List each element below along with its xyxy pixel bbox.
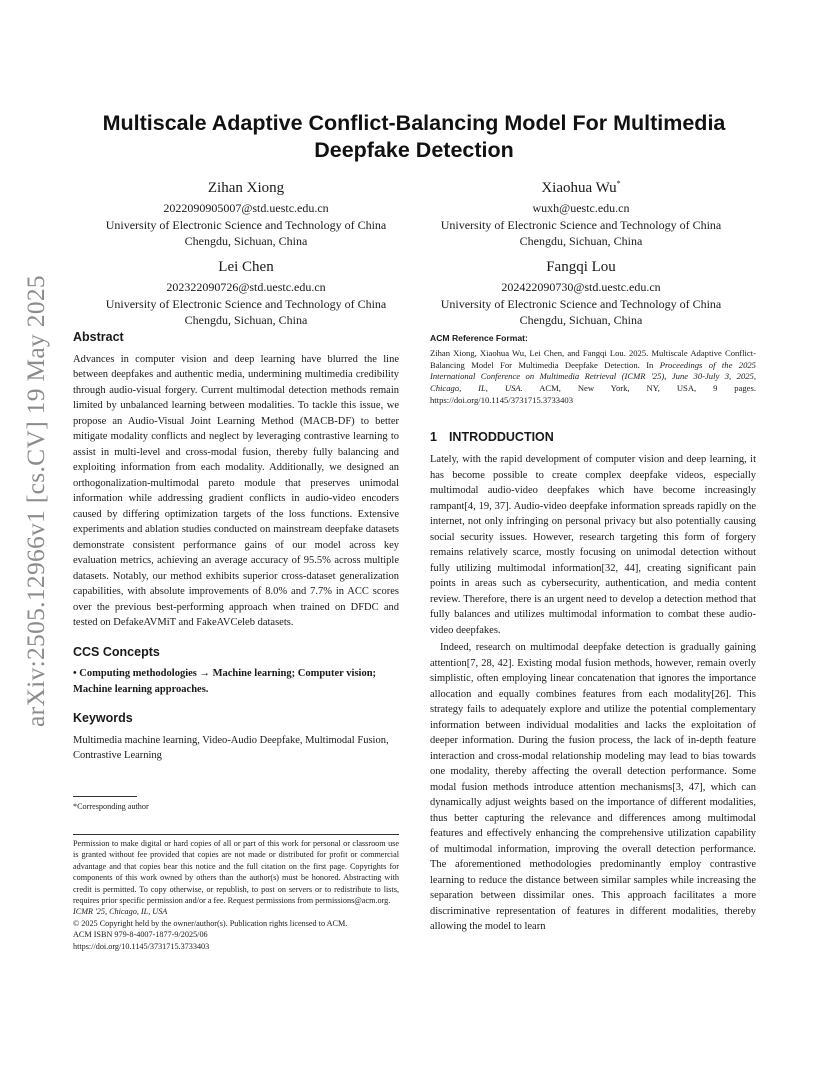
author-email[interactable]: wuxh@uestc.edu.cn	[532, 201, 630, 215]
right-column	[430, 333, 756, 935]
permission-rule	[73, 834, 399, 835]
footnote-rule	[73, 796, 137, 797]
keywords-text: Multimedia machine learning, Video-Audio Deepfake, Multimodal Fusion, Contrastive Learning	[73, 734, 389, 761]
intro-paragraph-2: Indeed, research on multimodal deepfake detection is gradually gaining attention[7, 28, 42]. Existing modal fusion methods, however, remain overly simplistic, often employing linear concatenation that ignores the importance allocation and equally combines features from each modality[26]. This strategy fails to adequately explore and utilize the potential complementary information between individual modalities and lacks the exploitation of deeper information. During the fusion process, the lack of in-depth feature interaction and cross-modal relationship modeling may lead to bias towards one modality, thereby affecting the overall detection performance. Some modal fusion methods introduce attention mechanisms[3, 47], which can dynamically adjust weights based on the importance of different modalities, thus better capturing the relevance and differences among multimodal features and effectively enhancing the comprehensive utilization capability of multimodal information, improving the overall detection performance. The aforementioned methodologies predominantly employ contrastive learning to reduce the distance between similar samples while increasing the separation between dissimilar ones. This approach facilitates a more discriminative representation of features in different modalities, thereby allowing the model to learn	[430, 642, 756, 933]
acm-reference-authors: Zihan Xiong, Xiaohua Wu, Lei Chen, and Fangqi Lou. 2025. Multiscale Adaptive Conflict-Balancing Model For Multimedia Deepfake Detection. In	[430, 347, 756, 370]
acm-reference-heading: ACM Reference Format:	[430, 333, 528, 343]
author-location: Chengdu, Sichuan, China	[184, 234, 308, 249]
author-affiliation: University of Electronic Science and Technology of China	[440, 296, 722, 311]
author-name: Lei Chen	[218, 259, 274, 275]
author-location: Chengdu, Sichuan, China	[184, 313, 308, 328]
author-email[interactable]: 202322090726@std.uestc.edu.cn	[166, 280, 326, 294]
author-name: Xiaohua Wu*	[541, 179, 621, 196]
isbn-line: ACM ISBN 979-8-4007-1877-9/2025/06	[73, 930, 208, 940]
copyright-line: © 2025 Copyright held by the owner/author(s). Publication rights licensed to ACM.	[73, 918, 348, 928]
corresponding-author-footnote: *Corresponding author	[73, 802, 149, 811]
left-column	[73, 330, 399, 764]
abstract-heading: Abstract	[73, 330, 124, 344]
author-location: Chengdu, Sichuan, China	[519, 234, 643, 249]
intro-section-number: 1	[430, 429, 437, 444]
acm-reference-proceedings: Proceedings of the 2025 International Conference on Multimedia Retrieval (ICMR '25), June 30-July 3, 2025, Chicago, IL, USA.	[430, 359, 756, 394]
ccs-text: • Computing methodologies → Machine learning; Computer vision; Machine learning approaches.	[73, 668, 377, 695]
arxiv-identifier-stamp	[16, 275, 56, 727]
intro-heading	[430, 430, 756, 447]
acm-reference-tail: ACM, New York, NY, USA, 9 pages. https://doi.org/10.1145/3731715.3733403	[430, 383, 756, 405]
author-block-2	[411, 175, 751, 250]
author-block-4	[411, 254, 751, 329]
author-name: Zihan Xiong	[207, 180, 285, 196]
author-location: Chengdu, Sichuan, China	[519, 313, 643, 328]
intro-paragraph-1: Lately, with the rapid development of computer vision and deep learning, it has become possible to create complex deepfake videos, especially multimodal audio-video deepfakes which have become increasingly rampant[4, 19, 37]. Audio-video deepfake information spreads rapidly on the internet, not only infringing on personal privacy but also potentially causing social security issues. However, research targeting this form of forgery remains relatively scarce, mostly focusing on unimodal detection without fully utilizing multimodal information[32, 44], creating significant pain points in areas such as cybersecurity, authentication, and media content review. Therefore, there is an urgent need to develop a detection method that fully balances and utilizes multimodal information to combat these audio-video deepfakes.	[430, 454, 756, 636]
author-block-1	[76, 175, 416, 250]
author-block-3	[76, 254, 416, 329]
permission-block	[73, 838, 399, 952]
author-email[interactable]: 2022090905007@std.uestc.edu.cn	[163, 201, 329, 215]
author-name: Fangqi Lou	[546, 259, 616, 275]
venue-line: ICMR '25, Chicago, IL, USA	[73, 907, 168, 917]
permission-text: Permission to make digital or hard copies of all or part of this work for personal or classroom use is granted without fee provided that copies are not made or distributed for profit or commercial advantage and that copies bear this notice and the full citation on the first page. Copyrights for components of this work owned by others than the author(s) must be honored. Abstracting with credit is permitted. To copy otherwise, or republish, to post on servers or to redistribute to lists, requires prior specific permission and/or a fee. Request permissions from permissions@acm.org.	[73, 839, 399, 906]
author-affiliation: University of Electronic Science and Technology of China	[440, 217, 722, 232]
doi-link[interactable]: https://doi.org/10.1145/3731715.3733403	[73, 941, 210, 951]
keywords-heading: Keywords	[73, 711, 133, 725]
intro-section-title: INTRODDUCTION	[448, 429, 554, 444]
acm-reference-block	[430, 333, 756, 407]
arxiv-identifier-text: arXiv:2505.12966v1 [cs.CV] 19 May 2025	[21, 275, 50, 727]
paper-title: Multiscale Adaptive Conflict-Balancing Model For Multimedia Deepfake Detection	[102, 111, 726, 162]
abstract-text: Advances in computer vision and deep learning have blurred the line between deepfakes and authentic media, undermining multimedia credibility through audio-visual forgery. Current multimodal detection methods remain limited by unbalanced learning between modalities. To tackle this issue, we propose an Audio-Visual Joint Learning Method (MACB-DF) to better mitigate modality conflicts and neglect by leveraging contrastive learning to assist in multi-level and cross-modal fusion, thereby fully balancing and exploiting information from each modality. Additionally, we designed an orthogonalization-multimodal pareto module that preserves unimodal information while addressing gradient conflicts in audio-video encoders caused by differing optimization targets of the loss functions. Extensive experiments and ablation studies conducted on mainstream deepfake datasets demonstrate consistent performance gains of our model across key evaluation metrics, achieving an average accuracy of 95.5% across multiple datasets. Notably, our method exhibits superior cross-dataset generalization capabilities, with absolute improvements of 8.0% and 7.7% in ACC scores over the previous best-performing approach when trained on DFDC and tested on DefakeAVMiT and FakeAVCeleb datasets.	[73, 353, 399, 628]
ccs-heading: CCS Concepts	[73, 644, 160, 659]
author-affiliation: University of Electronic Science and Technology of China	[105, 296, 387, 311]
author-affiliation: University of Electronic Science and Technology of China	[105, 217, 387, 232]
author-email[interactable]: 202422090730@std.uestc.edu.cn	[501, 280, 661, 294]
